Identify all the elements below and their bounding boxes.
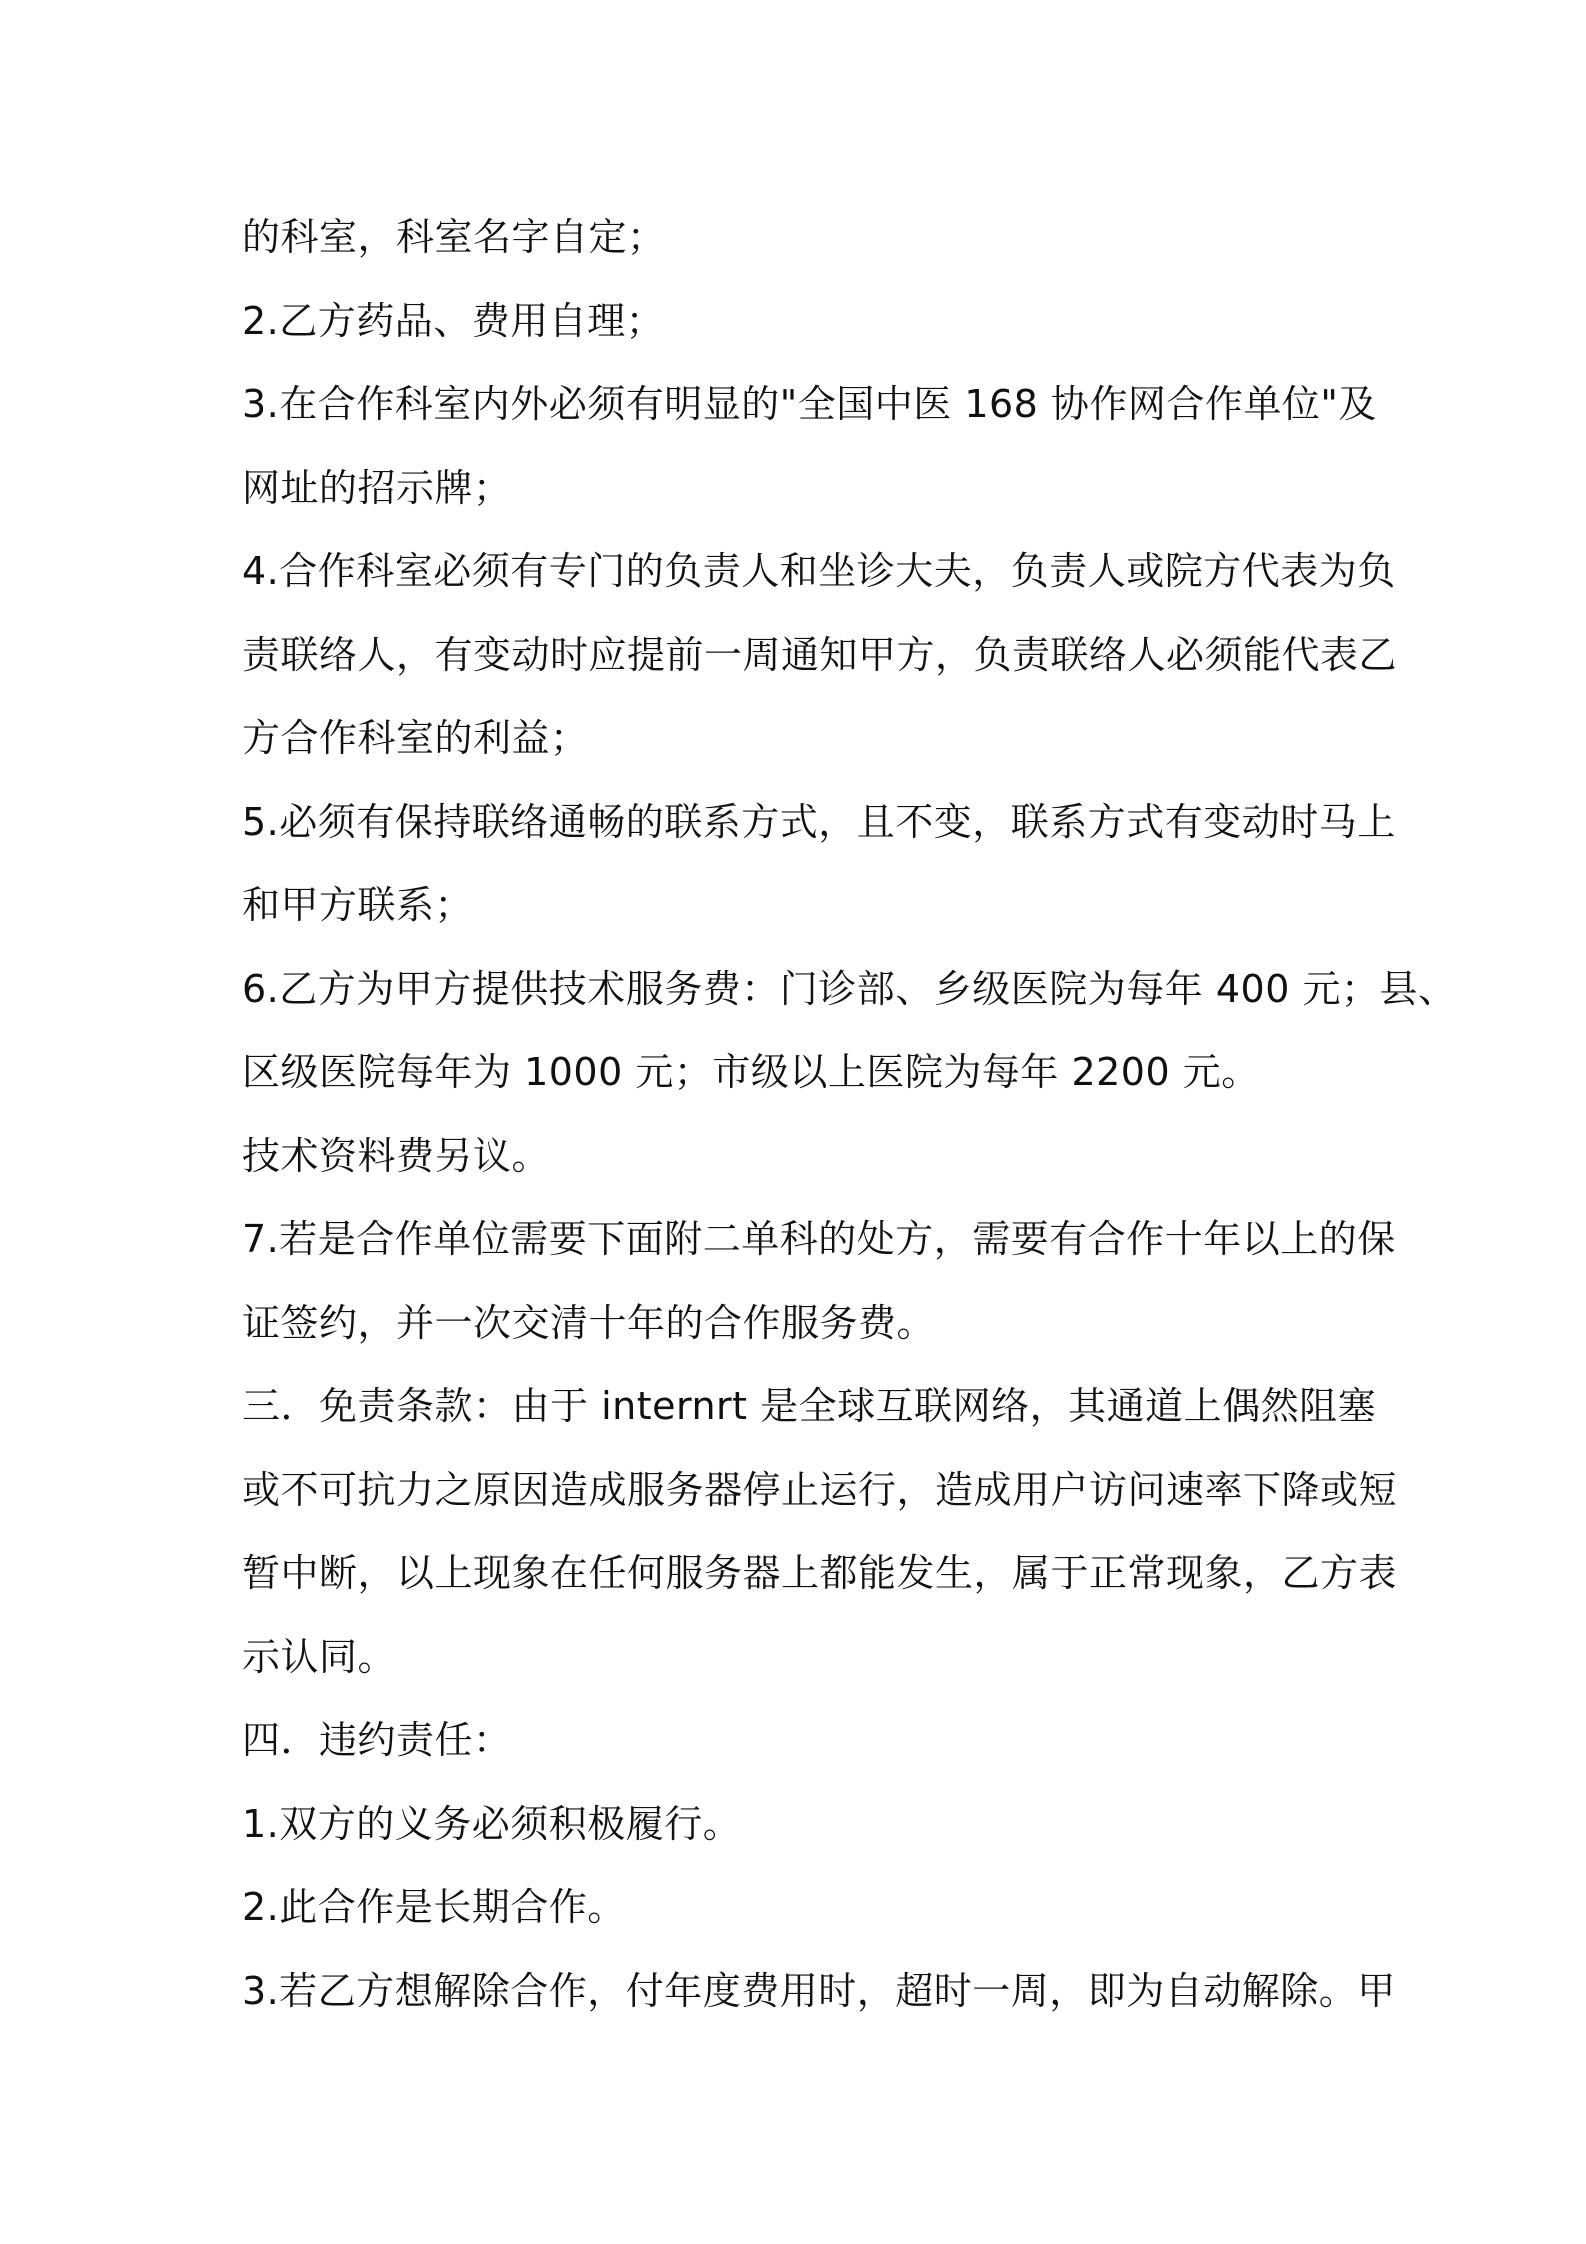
- text-line: 2.乙方药品、费用自理；: [242, 298, 665, 343]
- text-line: 四．违约责任：: [242, 1718, 512, 1762]
- text-line: 区级医院每年为 1000 元；市级以上医院为每年 2200 元。: [242, 1050, 1260, 1094]
- text-line: 和甲方联系；: [242, 883, 474, 927]
- document-body: [242, 196, 1457, 2033]
- text-line: 的科室，科室名字自定；: [242, 215, 666, 259]
- text-line: 3.若乙方想解除合作，付年度费用时，超时一周，即为自动解除。甲: [242, 1968, 1396, 2013]
- text-line: 5.必须有保持联络通畅的联系方式，且不变，联系方式有变动时马上: [242, 799, 1396, 844]
- text-line: 证签约，并一次交清十年的合作服务费。: [242, 1300, 936, 1345]
- text-line: 6.乙方为甲方提供技术服务费：门诊部、乡级医院为每年 400 元；县、: [242, 966, 1457, 1011]
- text-line: 方合作科室的利益；: [242, 716, 589, 760]
- text-line: 4.合作科室必须有专门的负责人和坐诊大夫，负责人或院方代表为负: [242, 549, 1396, 593]
- text-line: 网址的招示牌；: [242, 465, 512, 510]
- text-line: 7.若是合作单位需要下面附二单科的处方，需要有合作十年以上的保: [242, 1217, 1396, 1261]
- text-line: 三．免责条款：由于 internrt 是全球互联网络，其通道上偶然阻塞: [242, 1384, 1377, 1428]
- text-line: 2.此合作是长期合作。: [242, 1885, 626, 1929]
- text-line: 1.双方的义务必须积极履行。: [242, 1801, 742, 1846]
- text-line: 暂中断，以上现象在任何服务器上都能发生，属于正常现象，乙方表: [242, 1551, 1398, 1595]
- text-line: 或不可抗力之原因造成服务器停止运行，造成用户访问速率下降或短: [242, 1467, 1398, 1512]
- text-line: 责联络人，有变动时应提前一周通知甲方，负责联络人必须能代表乙: [242, 632, 1398, 677]
- text-line: 3.在合作科室内外必须有明显的"全国中医 168 协作网合作单位"及: [242, 382, 1377, 426]
- text-line: 示认同。: [242, 1634, 397, 1679]
- text-line: 技术资料费另议。: [242, 1133, 551, 1178]
